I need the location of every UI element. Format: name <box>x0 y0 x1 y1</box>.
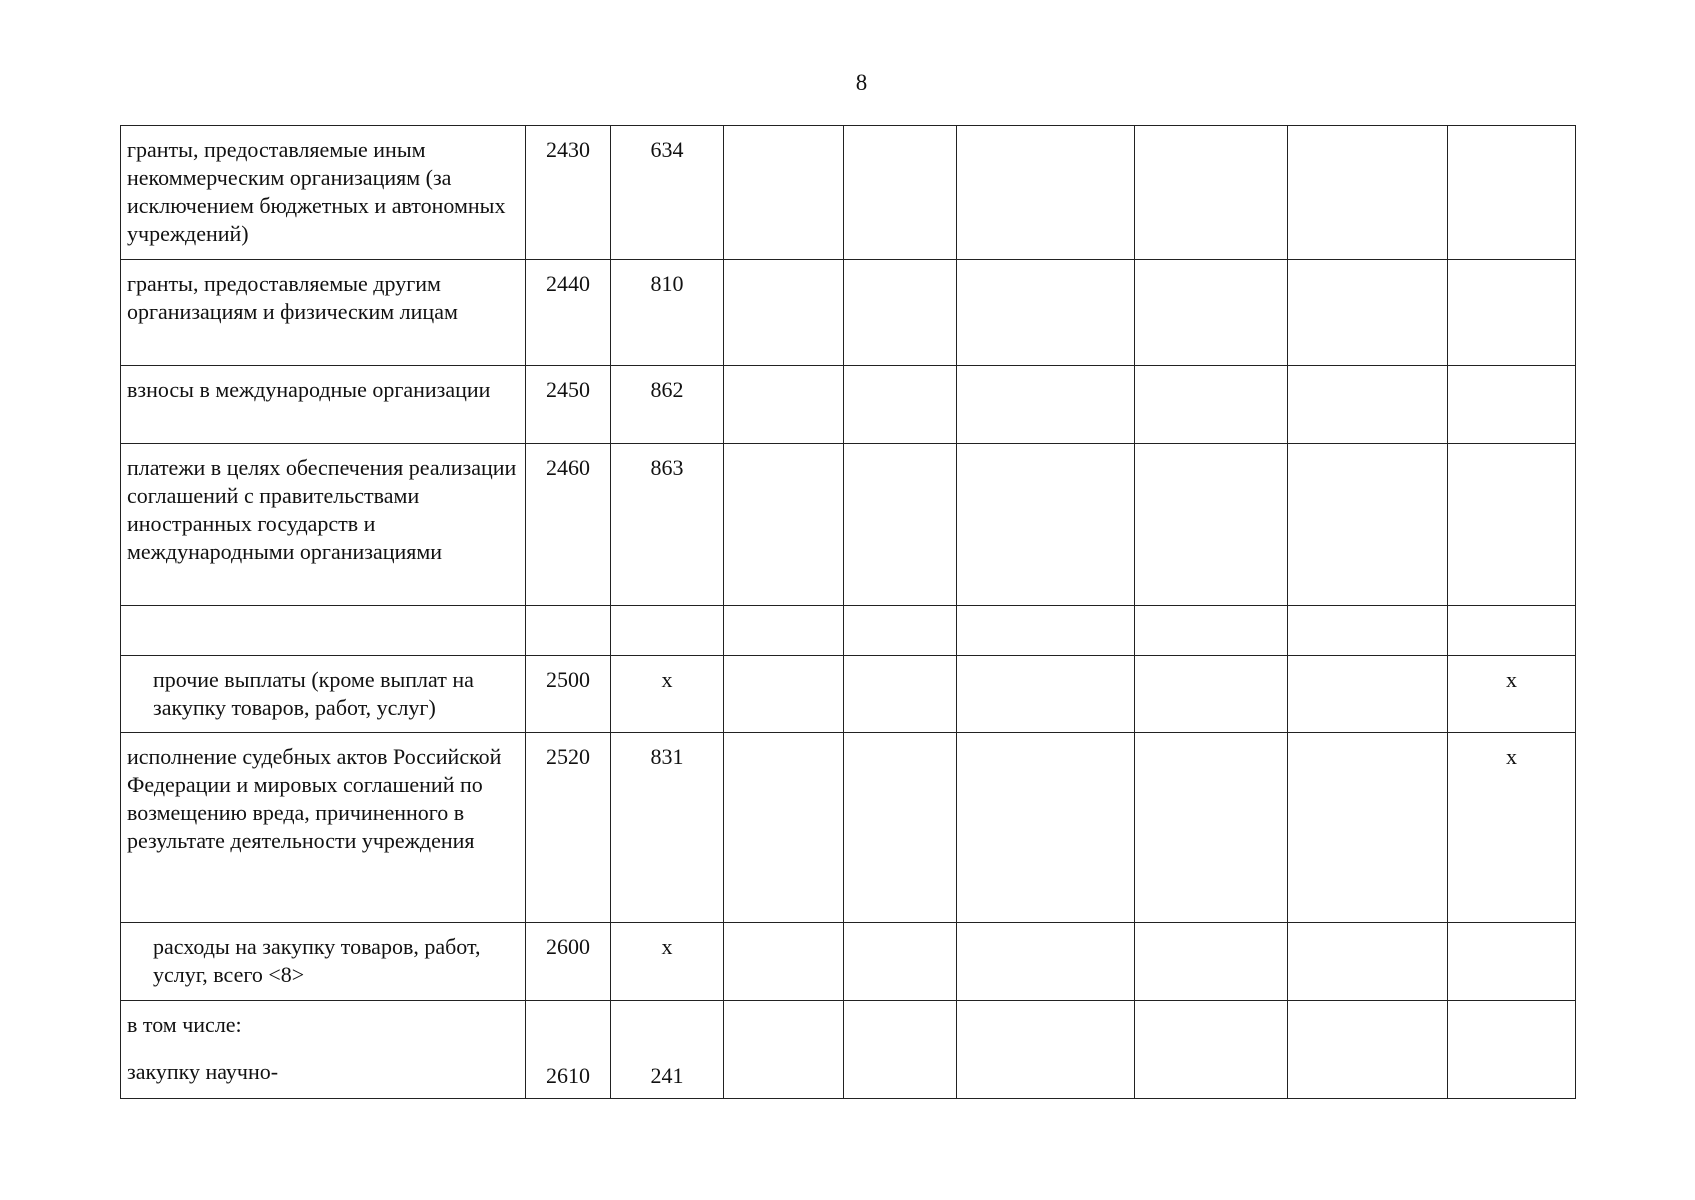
cell <box>957 923 1135 1001</box>
cell <box>724 733 844 923</box>
table-row <box>121 733 1576 923</box>
cell <box>724 366 844 444</box>
cell <box>1135 260 1288 366</box>
table-row <box>121 366 1576 444</box>
row-last: x <box>1448 656 1576 733</box>
row-name: прочие выплаты (кроме выплат на закупку товаров, работ, услуг) <box>121 656 526 733</box>
row-name-intro: в том числе: <box>127 1012 242 1037</box>
cell <box>1288 923 1448 1001</box>
cell <box>844 260 957 366</box>
cell <box>724 126 844 260</box>
cell <box>724 656 844 733</box>
table-row <box>121 126 1576 260</box>
cell <box>844 1001 957 1099</box>
row-code: 2520 <box>526 733 611 923</box>
row-last <box>1448 444 1576 606</box>
cell <box>844 923 957 1001</box>
cell <box>1135 656 1288 733</box>
cell <box>957 656 1135 733</box>
row-kbk: 241 <box>611 1001 724 1099</box>
cell <box>844 126 957 260</box>
cell <box>957 260 1135 366</box>
row-last <box>1448 1001 1576 1099</box>
financial-table <box>120 125 1576 1099</box>
table-row <box>121 1001 1576 1099</box>
row-kbk: 634 <box>611 126 724 260</box>
row-code: 2450 <box>526 366 611 444</box>
cell <box>1135 606 1288 656</box>
cell <box>1135 1001 1288 1099</box>
cell <box>1288 733 1448 923</box>
cell <box>1288 260 1448 366</box>
row-last <box>1448 126 1576 260</box>
row-kbk: x <box>611 656 724 733</box>
cell <box>844 656 957 733</box>
table-row <box>121 656 1576 733</box>
page-number: 8 <box>855 70 868 95</box>
cell <box>1135 733 1288 923</box>
cell <box>957 733 1135 923</box>
cell <box>1135 366 1288 444</box>
cell <box>1288 126 1448 260</box>
cell <box>724 1001 844 1099</box>
cell <box>844 366 957 444</box>
cell <box>844 733 957 923</box>
row-name-text: закупку научно- <box>127 1059 279 1084</box>
row-last <box>1448 260 1576 366</box>
row-kbk: 810 <box>611 260 724 366</box>
row-name: гранты, предоставляемые иным некоммерческим организациям (за исключением бюджетных и автономных учреждений) <box>121 126 526 260</box>
cell <box>957 606 1135 656</box>
cell <box>724 444 844 606</box>
cell <box>844 444 957 606</box>
cell <box>957 444 1135 606</box>
cell <box>1135 923 1288 1001</box>
row-code: 2440 <box>526 260 611 366</box>
cell <box>1288 1001 1448 1099</box>
cell <box>1135 444 1288 606</box>
row-code: 2460 <box>526 444 611 606</box>
cell <box>844 606 957 656</box>
cell <box>1288 366 1448 444</box>
row-name: гранты, предоставляемые другим организациям и физическим лицам <box>121 260 526 366</box>
table-row <box>121 260 1576 366</box>
cell <box>724 923 844 1001</box>
table-row-empty <box>121 606 1576 656</box>
cell <box>957 366 1135 444</box>
row-code <box>526 606 611 656</box>
row-last <box>1448 366 1576 444</box>
row-name: расходы на закупку товаров, работ, услуг, всего <8> <box>121 923 526 1001</box>
row-kbk <box>611 606 724 656</box>
row-last <box>1448 606 1576 656</box>
row-kbk: x <box>611 923 724 1001</box>
row-name: исполнение судебных актов Российской Федерации и мировых соглашений по возмещению вреда, причиненного в результате деятельности учреждения <box>121 733 526 923</box>
row-name: взносы в международные организации <box>121 366 526 444</box>
table-row <box>121 923 1576 1001</box>
row-last <box>1448 923 1576 1001</box>
row-code: 2500 <box>526 656 611 733</box>
cell <box>957 126 1135 260</box>
row-code: 2610 <box>526 1001 611 1099</box>
row-kbk: 831 <box>611 733 724 923</box>
row-name <box>121 1001 526 1099</box>
cell <box>1135 126 1288 260</box>
table-row <box>121 444 1576 606</box>
row-last: x <box>1448 733 1576 923</box>
cell <box>1288 656 1448 733</box>
row-code: 2600 <box>526 923 611 1001</box>
cell <box>724 606 844 656</box>
cell <box>724 260 844 366</box>
row-kbk: 862 <box>611 366 724 444</box>
row-name <box>121 606 526 656</box>
cell <box>1288 444 1448 606</box>
row-code: 2430 <box>526 126 611 260</box>
cell <box>957 1001 1135 1099</box>
row-name: платежи в целях обеспечения реализации соглашений с правительствами иностранных государств и международными организациями <box>121 444 526 606</box>
cell <box>1288 606 1448 656</box>
row-kbk: 863 <box>611 444 724 606</box>
